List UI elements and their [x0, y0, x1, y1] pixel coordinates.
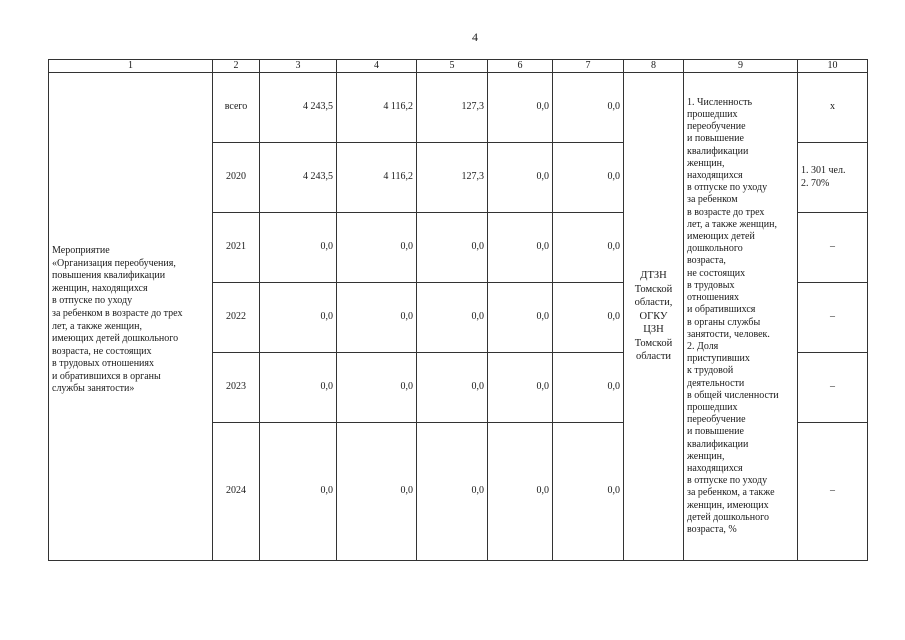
period-cell: 2024 [213, 423, 260, 561]
page-number: 4 [472, 30, 478, 44]
value-cell: 0,0 [260, 423, 337, 561]
period-cell: 2022 [213, 283, 260, 353]
value-cell: 4 243,5 [260, 73, 337, 143]
value-cell: 0,0 [553, 143, 624, 213]
value-cell: 0,0 [417, 423, 488, 561]
value-cell: 0,0 [553, 73, 624, 143]
period-cell: 2020 [213, 143, 260, 213]
value-cell: 0,0 [417, 283, 488, 353]
value-cell: 0,0 [260, 213, 337, 283]
value-cell: 0,0 [417, 353, 488, 423]
value-cell: 0,0 [337, 283, 417, 353]
executor-cell: ДТЗН Томской области, ОГКУ ЦЗН Томской области [624, 73, 684, 561]
value-cell: 0,0 [553, 283, 624, 353]
activity-description: Мероприятие «Организация переобучения, повышения квалификации женщин, находящихся в отпуске по уходу за ребенком в возрасте до трех лет, а также женщин, имеющих детей дошкольного возраста, не состоящих в трудовых отношениях и обратившихся в органы службы занятости» [49, 73, 213, 561]
value-cell: 0,0 [553, 213, 624, 283]
value-cell: 0,0 [260, 353, 337, 423]
target-value-cell: х [798, 73, 868, 143]
value-cell: 0,0 [488, 213, 553, 283]
column-number: 3 [260, 60, 337, 73]
column-number: 6 [488, 60, 553, 73]
value-cell: 0,0 [260, 283, 337, 353]
value-cell: 0,0 [488, 283, 553, 353]
target-value-cell: – [798, 283, 868, 353]
value-cell: 0,0 [417, 213, 488, 283]
value-cell: 0,0 [488, 423, 553, 561]
table-row [49, 73, 868, 143]
period-cell: 2023 [213, 353, 260, 423]
value-cell: 0,0 [337, 213, 417, 283]
column-number-row [49, 60, 868, 73]
period-cell: всего [213, 73, 260, 143]
program-table [48, 59, 868, 561]
column-number: 8 [624, 60, 684, 73]
value-cell: 127,3 [417, 73, 488, 143]
column-number: 1 [49, 60, 213, 73]
value-cell: 127,3 [417, 143, 488, 213]
value-cell: 4 243,5 [260, 143, 337, 213]
value-cell: 0,0 [337, 353, 417, 423]
value-cell: 0,0 [553, 423, 624, 561]
column-number: 10 [798, 60, 868, 73]
column-number: 4 [337, 60, 417, 73]
target-value-cell: – [798, 423, 868, 561]
target-value-cell: – [798, 353, 868, 423]
value-cell: 4 116,2 [337, 143, 417, 213]
value-cell: 0,0 [488, 143, 553, 213]
value-cell: 0,0 [488, 73, 553, 143]
column-number: 2 [213, 60, 260, 73]
target-value-cell: – [798, 213, 868, 283]
indicators-cell: 1. Численность прошедших переобучение и повышение квалификации женщин, находящихся в отпуске по уходу за ребенком в возрасте до трех лет, а также женщин, имеющих детей дошкольного возраста, не состоящих в трудовых отношениях и обратившихся в органы службы занятости, человек. 2. Доля приступивших к трудовой деятельности в общей численности прошедших переобучение и повышение квалификации женщин, находящихся в отпуске по уходу за ребенком, а также женщин, имеющих детей дошкольного возраста, % [684, 73, 798, 561]
column-number: 9 [684, 60, 798, 73]
column-number: 7 [553, 60, 624, 73]
target-value-cell: 1. 301 чел. 2. 70% [798, 143, 868, 213]
value-cell: 0,0 [488, 353, 553, 423]
period-cell: 2021 [213, 213, 260, 283]
value-cell: 4 116,2 [337, 73, 417, 143]
value-cell: 0,0 [337, 423, 417, 561]
column-number: 5 [417, 60, 488, 73]
value-cell: 0,0 [553, 353, 624, 423]
